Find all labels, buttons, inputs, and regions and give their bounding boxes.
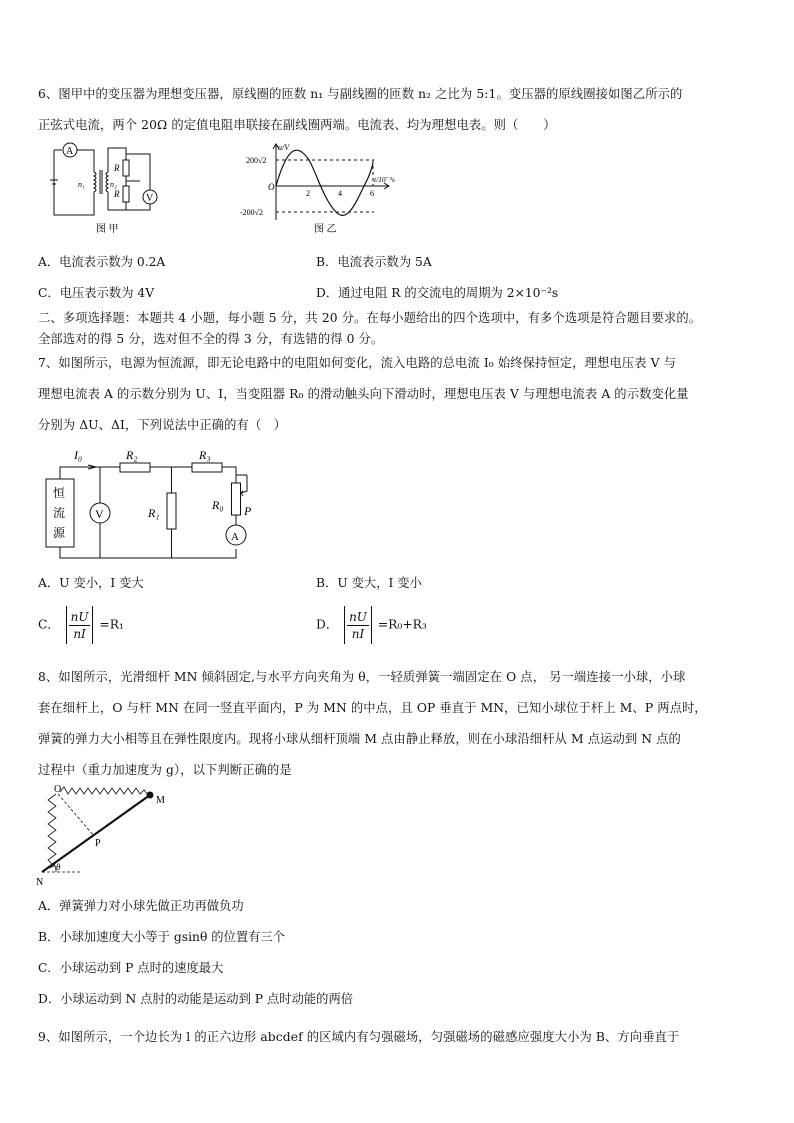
q6-yi-ylabel: u/V <box>278 143 290 152</box>
q6-yi-tick-4: 4 <box>338 189 342 198</box>
q7-p-label: P <box>244 504 252 518</box>
q8-label-p: P <box>95 838 101 849</box>
q7-option-c[interactable] <box>38 606 124 644</box>
q7-option-d-fraction <box>342 606 374 644</box>
section2-line-1: 二、多项选择题：本题共 4 小题，每小题 5 分，共 20 分。在每小题给出的四个选项中，有多个选项是符合题目要求的。 <box>38 311 702 325</box>
q6-r-bottom-label: R <box>114 189 120 199</box>
q6-yi-tick-6: 6 <box>370 189 374 198</box>
q6-r-top-label: R <box>114 163 120 173</box>
q7-option-c-label: C． <box>38 617 60 632</box>
q7-option-d-label: D． <box>316 617 339 632</box>
q7-option-c-rhs: =R₁ <box>99 617 124 632</box>
q7-source-char-1: 恒 <box>53 486 66 500</box>
q6-line-1: 6、图甲中的变压器为理想变压器，原线圈的匝数 n₁ 与副线圈的匝数 n₂ 之比为 5:1。变压器的原线圈接如图乙所示的 <box>38 87 683 101</box>
q8-line-2: 套在细杆上，O 与杆 MN 在同一竖直平面内，P 为 MN 的中点，且 OP 垂直于 MN，已知小球位于杆上 M、P 两点时， <box>38 701 707 715</box>
q9-line-1: 9、如图所示，一个边长为 l 的正六边形 abcdef 的区域内有匀强磁场，匀强磁场的磁感应强度大小为 B、方向垂直于 <box>38 1030 680 1044</box>
q6-yi-ymax: 200√2 <box>246 156 267 165</box>
q7-source-char-3: 源 <box>53 526 66 540</box>
q8-line-1: 8、如图所示，光滑细杆 MN 倾斜固定,与水平方向夹角为 θ，一轻质弹簧一端固定在 O 点， 另一端连接一小球，小球 <box>38 670 686 684</box>
q7-option-c-fraction <box>64 606 96 644</box>
q7-figure-circuit <box>42 445 282 565</box>
q6-n2-label: n₂ <box>110 180 117 189</box>
q6-ammeter-label: A <box>66 146 74 157</box>
q6-option-c[interactable]: C．电压表示数为 4V <box>38 286 155 300</box>
q8-label-n: N <box>36 877 44 888</box>
q7-option-d-rhs: =R₀+R₃ <box>377 617 427 632</box>
q8-option-a[interactable]: A．弹簧弹力对小球先做正功再做负功 <box>38 899 244 913</box>
q6-figure-jia <box>44 140 174 240</box>
q7-r0-label: R₀ <box>212 498 224 512</box>
q7-line-3: 分别为 ΔU、ΔI，下列说法中正确的有（ ） <box>38 418 287 432</box>
q6-yi-ymin: -200√2 <box>240 208 264 217</box>
q7-source-char-2: 流 <box>53 506 66 520</box>
q6-n1-label: n₁ <box>78 180 85 189</box>
q8-figure <box>34 780 174 888</box>
q8-option-d[interactable]: D．小球运动到 N 点肘的动能是运动到 P 点时动能的两倍 <box>38 992 354 1006</box>
q8-label-m: M <box>156 795 165 806</box>
q6-option-b[interactable]: B．电流表示数为 5A <box>316 255 432 269</box>
q6-option-d[interactable]: D．通过电阻 R 的交流电的周期为 2×10⁻²s <box>316 286 559 300</box>
q8-option-b[interactable]: B．小球加速度大小等于 gsinθ 的位置有三个 <box>38 930 286 944</box>
q7-option-b[interactable]: B．U 变大，I 变小 <box>316 576 422 590</box>
q7-ammeter-label: A <box>231 531 239 543</box>
q8-line-3: 弹簧的弹力大小相等且在弹性限度内。现将小球从细杆顶端 M 点由静止释放，则在小球沿细杆从 M 点运动到 N 点的 <box>38 732 681 746</box>
q8-line-4: 过程中（重力加速度为 g），以下判断正确的是 <box>38 763 292 777</box>
q6-caption-jia: 图 甲 <box>96 224 119 235</box>
q6-yi-tick-2: 2 <box>306 189 310 198</box>
q8-label-theta: θ <box>56 862 61 872</box>
q6-yi-xlabel: t/10⁻²s <box>374 175 395 184</box>
q7-option-c-num: nU <box>70 609 89 624</box>
q7-line-2: 理想电流表 A 的示数分别为 U、I，当变阻器 R₀ 的滑动触头向下滑动时，理想电压表 V 与理想电流表 A 的示数变化量 <box>38 387 689 401</box>
q8-option-c[interactable]: C．小球运动到 P 点时的速度最大 <box>38 961 224 975</box>
section2-line-2: 全部选对的得 5 分，选对但不全的得 3 分，有选错的得 0 分。 <box>38 332 384 346</box>
q7-r1-label: R₁ <box>148 506 160 520</box>
q7-i0-label: I₀ <box>74 448 83 462</box>
q7-option-d-num: nU <box>349 609 367 624</box>
q7-option-a[interactable]: A．U 变小，I 变大 <box>38 576 144 590</box>
q7-r3-label: R₃ <box>199 448 211 462</box>
q6-caption-yi: 图 乙 <box>314 224 337 235</box>
q6-figure-yi <box>236 140 426 240</box>
q6-voltmeter-label: V <box>146 193 154 204</box>
q7-voltmeter-label: V <box>95 507 104 521</box>
q6-yi-origin: O <box>268 182 275 192</box>
q7-option-d-den: nI <box>351 626 365 641</box>
q8-label-o: O <box>54 784 62 795</box>
q7-line-1: 7、如图所示，电源为恒流源，即无论电路中的电阻如何变化，流入电路的总电流 I₀ 始终保持恒定，理想电压表 V 与 <box>38 356 676 370</box>
q6-option-a[interactable]: A．电流表示数为 0.2A <box>38 255 166 269</box>
q6-line-2: 正弦式电流，两个 20Ω 的定值电阻串联接在副线圈两端。电流表、均为理想电表。则（ ） <box>38 118 556 132</box>
q7-option-d[interactable] <box>316 606 427 644</box>
q7-option-c-den: nI <box>73 626 86 641</box>
q7-r2-label: R₂ <box>126 448 138 462</box>
